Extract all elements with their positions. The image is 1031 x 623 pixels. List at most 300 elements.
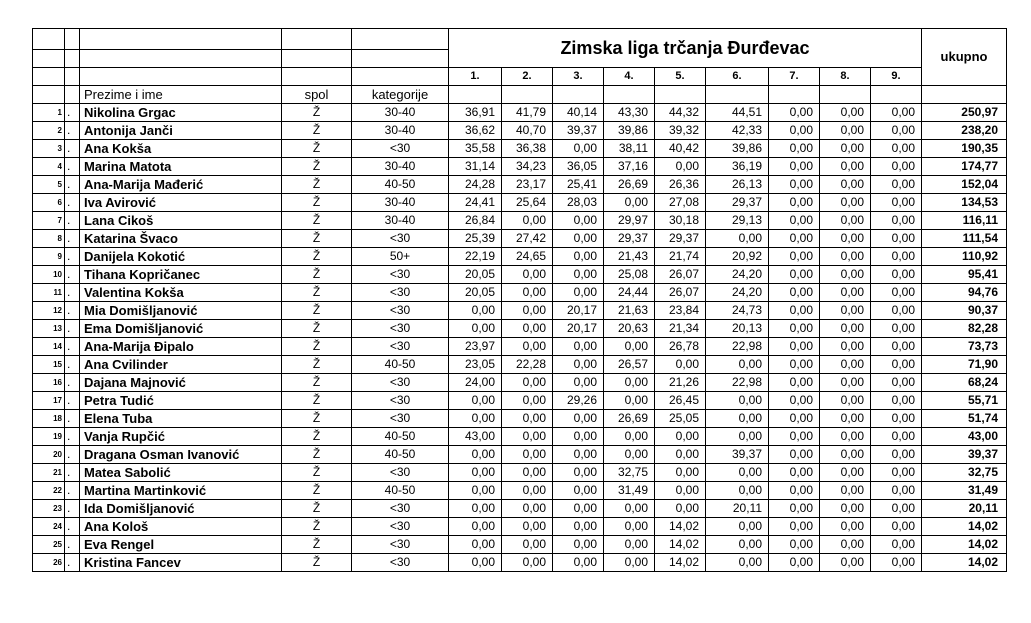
table-row [33, 338, 1007, 356]
round-header: 9. [871, 68, 922, 86]
name-cell: Antonija Janči [80, 122, 282, 140]
score-cell: 0,00 [502, 320, 553, 338]
score-cell: 0,00 [871, 230, 922, 248]
category-cell: <30 [352, 536, 449, 554]
category-cell: 40-50 [352, 356, 449, 374]
score-cell: 0,00 [769, 554, 820, 572]
score-cell: 0,00 [769, 410, 820, 428]
score-cell: 0,00 [553, 464, 604, 482]
score-cell: 39,86 [604, 122, 655, 140]
score-cell: 0,00 [769, 320, 820, 338]
score-cell: 20,13 [706, 320, 769, 338]
score-cell: 0,00 [553, 554, 604, 572]
gender-cell: Ž [282, 266, 352, 284]
score-cell: 0,00 [502, 536, 553, 554]
score-cell: 0,00 [820, 536, 871, 554]
total-header: ukupno [922, 29, 1007, 86]
table-row [33, 320, 1007, 338]
rank-cell: 21 [33, 464, 65, 482]
score-cell: 0,00 [553, 518, 604, 536]
score-cell: 0,00 [502, 446, 553, 464]
score-cell: 0,00 [706, 554, 769, 572]
score-cell: 0,00 [449, 410, 502, 428]
score-cell: 22,28 [502, 356, 553, 374]
name-cell: Elena Tuba [80, 410, 282, 428]
separator-cell: . [65, 374, 80, 392]
category-cell: 30-40 [352, 122, 449, 140]
score-cell: 0,00 [553, 284, 604, 302]
gender-cell: Ž [282, 536, 352, 554]
score-cell: 0,00 [871, 356, 922, 374]
score-cell: 0,00 [820, 500, 871, 518]
table-row [33, 554, 1007, 572]
gender-cell: Ž [282, 248, 352, 266]
score-cell: 26,57 [604, 356, 655, 374]
table-row [33, 536, 1007, 554]
score-cell: 0,00 [553, 338, 604, 356]
separator-cell: . [65, 482, 80, 500]
score-cell: 0,00 [820, 122, 871, 140]
total-cell: 250,97 [922, 104, 1007, 122]
rank-cell: 20 [33, 446, 65, 464]
score-cell: 31,49 [604, 482, 655, 500]
name-cell: Ana Kološ [80, 518, 282, 536]
score-cell: 0,00 [820, 518, 871, 536]
score-cell: 0,00 [871, 518, 922, 536]
score-cell: 0,00 [871, 410, 922, 428]
score-cell: 0,00 [820, 428, 871, 446]
score-cell: 0,00 [604, 446, 655, 464]
score-cell: 26,69 [604, 176, 655, 194]
score-cell: 32,75 [604, 464, 655, 482]
gender-cell: Ž [282, 284, 352, 302]
gender-cell: Ž [282, 554, 352, 572]
score-cell: 29,97 [604, 212, 655, 230]
total-cell: 71,90 [922, 356, 1007, 374]
score-cell: 0,00 [871, 500, 922, 518]
score-cell: 0,00 [502, 554, 553, 572]
score-cell: 0,00 [553, 356, 604, 374]
score-cell: 0,00 [820, 176, 871, 194]
separator-cell: . [65, 428, 80, 446]
total-cell: 152,04 [922, 176, 1007, 194]
score-cell: 0,00 [820, 320, 871, 338]
score-cell: 0,00 [449, 536, 502, 554]
name-cell: Lana Cikoš [80, 212, 282, 230]
separator-cell: . [65, 158, 80, 176]
total-cell: 39,37 [922, 446, 1007, 464]
round-header: 3. [553, 68, 604, 86]
category-cell: <30 [352, 392, 449, 410]
score-cell: 0,00 [769, 500, 820, 518]
category-cell: 40-50 [352, 482, 449, 500]
score-cell: 0,00 [502, 518, 553, 536]
rank-cell: 22 [33, 482, 65, 500]
score-cell: 0,00 [604, 392, 655, 410]
score-cell: 0,00 [655, 500, 706, 518]
score-cell: 26,36 [655, 176, 706, 194]
table-row [33, 284, 1007, 302]
name-cell: Nikolina Grgac [80, 104, 282, 122]
score-cell: 0,00 [769, 446, 820, 464]
score-cell: 0,00 [871, 140, 922, 158]
score-cell: 0,00 [553, 446, 604, 464]
score-cell: 14,02 [655, 554, 706, 572]
score-cell: 24,65 [502, 248, 553, 266]
score-cell: 29,37 [604, 230, 655, 248]
score-cell: 26,78 [655, 338, 706, 356]
score-cell: 0,00 [502, 266, 553, 284]
score-cell: 0,00 [655, 482, 706, 500]
gender-cell: Ž [282, 428, 352, 446]
name-cell: Ema Domišljanović [80, 320, 282, 338]
score-cell: 0,00 [820, 248, 871, 266]
total-cell: 32,75 [922, 464, 1007, 482]
score-cell: 0,00 [871, 284, 922, 302]
round-header: 5. [655, 68, 706, 86]
score-cell: 22,19 [449, 248, 502, 266]
score-cell: 0,00 [604, 536, 655, 554]
score-cell: 29,13 [706, 212, 769, 230]
score-cell: 0,00 [871, 320, 922, 338]
score-cell: 0,00 [706, 356, 769, 374]
score-cell: 0,00 [655, 446, 706, 464]
score-cell: 26,84 [449, 212, 502, 230]
score-cell: 21,63 [604, 302, 655, 320]
total-cell: 238,20 [922, 122, 1007, 140]
total-cell: 82,28 [922, 320, 1007, 338]
score-cell: 0,00 [502, 410, 553, 428]
score-cell: 25,41 [553, 176, 604, 194]
score-cell: 0,00 [769, 266, 820, 284]
rank-cell: 13 [33, 320, 65, 338]
rank-cell: 7 [33, 212, 65, 230]
table-row [33, 302, 1007, 320]
round-header: 4. [604, 68, 655, 86]
separator-cell: . [65, 320, 80, 338]
table-row [33, 104, 1007, 122]
total-cell: 94,76 [922, 284, 1007, 302]
score-cell: 44,32 [655, 104, 706, 122]
score-cell: 0,00 [502, 338, 553, 356]
table-row [33, 518, 1007, 536]
score-cell: 0,00 [871, 212, 922, 230]
total-cell: 14,02 [922, 518, 1007, 536]
score-cell: 0,00 [604, 428, 655, 446]
gender-cell: Ž [282, 374, 352, 392]
score-cell: 0,00 [769, 284, 820, 302]
score-cell: 22,98 [706, 338, 769, 356]
score-cell: 0,00 [502, 500, 553, 518]
table-row [33, 356, 1007, 374]
category-cell: 50+ [352, 248, 449, 266]
score-cell: 0,00 [604, 194, 655, 212]
score-cell: 0,00 [706, 518, 769, 536]
score-cell: 0,00 [871, 158, 922, 176]
category-cell: <30 [352, 374, 449, 392]
score-cell: 25,64 [502, 194, 553, 212]
round-header-row [33, 68, 1007, 86]
score-cell: 0,00 [706, 428, 769, 446]
score-cell: 0,00 [820, 104, 871, 122]
score-cell: 0,00 [449, 500, 502, 518]
gender-cell: Ž [282, 500, 352, 518]
score-cell: 0,00 [706, 482, 769, 500]
score-cell: 0,00 [553, 140, 604, 158]
table-row [33, 428, 1007, 446]
category-cell: <30 [352, 554, 449, 572]
separator-cell: . [65, 518, 80, 536]
score-cell: 20,63 [604, 320, 655, 338]
score-cell: 0,00 [871, 374, 922, 392]
rank-cell: 9 [33, 248, 65, 266]
score-cell: 0,00 [449, 392, 502, 410]
name-cell: Dragana Osman Ivanović [80, 446, 282, 464]
total-cell: 55,71 [922, 392, 1007, 410]
column-header-row [33, 86, 1007, 104]
score-cell: 0,00 [871, 554, 922, 572]
score-cell: 0,00 [820, 338, 871, 356]
score-cell: 0,00 [604, 374, 655, 392]
score-cell: 23,97 [449, 338, 502, 356]
rank-cell: 26 [33, 554, 65, 572]
name-cell: Danijela Kokotić [80, 248, 282, 266]
table-row [33, 392, 1007, 410]
score-cell: 0,00 [820, 140, 871, 158]
score-cell: 0,00 [655, 158, 706, 176]
score-cell: 24,28 [449, 176, 502, 194]
score-cell: 0,00 [871, 266, 922, 284]
name-column-header: Prezime i ime [80, 86, 282, 104]
header-row-top [33, 29, 1007, 50]
name-cell: Dajana Majnović [80, 374, 282, 392]
score-cell: 26,69 [604, 410, 655, 428]
score-cell: 20,11 [706, 500, 769, 518]
score-cell: 0,00 [604, 554, 655, 572]
category-cell: <30 [352, 140, 449, 158]
name-cell: Ana Kokša [80, 140, 282, 158]
separator-cell: . [65, 464, 80, 482]
score-cell: 0,00 [820, 194, 871, 212]
score-cell: 20,05 [449, 284, 502, 302]
score-cell: 0,00 [449, 482, 502, 500]
separator-cell: . [65, 410, 80, 428]
score-cell: 43,30 [604, 104, 655, 122]
name-cell: Ana-Marija Đipalo [80, 338, 282, 356]
score-cell: 21,26 [655, 374, 706, 392]
score-cell: 29,26 [553, 392, 604, 410]
score-cell: 0,00 [502, 464, 553, 482]
separator-cell: . [65, 176, 80, 194]
rank-cell: 10 [33, 266, 65, 284]
score-cell: 0,00 [553, 500, 604, 518]
score-cell: 0,00 [871, 482, 922, 500]
score-cell: 0,00 [553, 428, 604, 446]
score-cell: 24,73 [706, 302, 769, 320]
separator-cell: . [65, 302, 80, 320]
score-cell: 0,00 [871, 104, 922, 122]
score-cell: 21,43 [604, 248, 655, 266]
score-cell: 0,00 [871, 392, 922, 410]
results-table [32, 28, 1007, 572]
score-cell: 0,00 [706, 230, 769, 248]
total-cell: 43,00 [922, 428, 1007, 446]
score-cell: 0,00 [769, 482, 820, 500]
score-cell: 24,00 [449, 374, 502, 392]
score-cell: 0,00 [502, 482, 553, 500]
score-cell: 0,00 [820, 482, 871, 500]
gender-cell: Ž [282, 482, 352, 500]
score-cell: 0,00 [871, 176, 922, 194]
rank-cell: 14 [33, 338, 65, 356]
score-cell: 0,00 [706, 464, 769, 482]
score-cell: 0,00 [553, 536, 604, 554]
table-row [33, 212, 1007, 230]
category-cell: 30-40 [352, 212, 449, 230]
name-cell: Mia Domišljanović [80, 302, 282, 320]
total-cell: 95,41 [922, 266, 1007, 284]
score-cell: 0,00 [871, 194, 922, 212]
score-cell: 43,00 [449, 428, 502, 446]
table-row [33, 266, 1007, 284]
name-cell: Eva Rengel [80, 536, 282, 554]
rank-cell: 12 [33, 302, 65, 320]
rank-cell: 11 [33, 284, 65, 302]
score-cell: 0,00 [769, 230, 820, 248]
score-cell: 0,00 [871, 302, 922, 320]
rank-cell: 5 [33, 176, 65, 194]
gender-cell: Ž [282, 140, 352, 158]
separator-cell: . [65, 266, 80, 284]
score-cell: 40,14 [553, 104, 604, 122]
score-cell: 0,00 [553, 374, 604, 392]
name-cell: Ida Domišljanović [80, 500, 282, 518]
rank-cell: 4 [33, 158, 65, 176]
score-cell: 36,38 [502, 140, 553, 158]
category-cell: <30 [352, 338, 449, 356]
separator-cell: . [65, 356, 80, 374]
gender-cell: Ž [282, 176, 352, 194]
total-cell: 116,11 [922, 212, 1007, 230]
table-row [33, 464, 1007, 482]
round-header: 7. [769, 68, 820, 86]
page-title: Zimska liga trčanja Đurđevac [449, 29, 922, 68]
score-cell: 0,00 [820, 284, 871, 302]
score-cell: 24,44 [604, 284, 655, 302]
score-cell: 25,39 [449, 230, 502, 248]
total-cell: 14,02 [922, 554, 1007, 572]
score-cell: 0,00 [449, 320, 502, 338]
name-cell: Matea Sabolić [80, 464, 282, 482]
gender-cell: Ž [282, 410, 352, 428]
gender-cell: Ž [282, 230, 352, 248]
table-row [33, 410, 1007, 428]
score-cell: 0,00 [604, 338, 655, 356]
name-cell: Martina Martinković [80, 482, 282, 500]
separator-cell: . [65, 536, 80, 554]
score-cell: 40,42 [655, 140, 706, 158]
name-cell: Ana-Marija Mađerić [80, 176, 282, 194]
total-cell: 68,24 [922, 374, 1007, 392]
name-cell: Katarina Švaco [80, 230, 282, 248]
score-cell: 0,00 [820, 302, 871, 320]
category-cell: <30 [352, 266, 449, 284]
score-cell: 0,00 [871, 536, 922, 554]
score-cell: 0,00 [449, 446, 502, 464]
score-cell: 0,00 [769, 122, 820, 140]
category-cell: <30 [352, 230, 449, 248]
gender-column-header: spol [282, 86, 352, 104]
total-cell: 190,35 [922, 140, 1007, 158]
rank-cell: 2 [33, 122, 65, 140]
score-cell: 24,20 [706, 284, 769, 302]
category-cell: <30 [352, 464, 449, 482]
score-cell: 0,00 [553, 266, 604, 284]
total-cell: 134,53 [922, 194, 1007, 212]
score-cell: 0,00 [769, 158, 820, 176]
round-header: 1. [449, 68, 502, 86]
score-cell: 0,00 [769, 536, 820, 554]
score-cell: 0,00 [655, 464, 706, 482]
score-cell: 14,02 [655, 518, 706, 536]
category-cell: <30 [352, 518, 449, 536]
gender-cell: Ž [282, 122, 352, 140]
score-cell: 29,37 [655, 230, 706, 248]
score-cell: 22,98 [706, 374, 769, 392]
score-cell: 27,08 [655, 194, 706, 212]
score-cell: 0,00 [553, 212, 604, 230]
rank-cell: 16 [33, 374, 65, 392]
score-cell: 21,34 [655, 320, 706, 338]
gender-cell: Ž [282, 392, 352, 410]
rank-cell: 25 [33, 536, 65, 554]
gender-cell: Ž [282, 212, 352, 230]
score-cell: 0,00 [769, 302, 820, 320]
category-cell: 30-40 [352, 104, 449, 122]
gender-cell: Ž [282, 194, 352, 212]
category-cell: <30 [352, 302, 449, 320]
score-cell: 0,00 [553, 230, 604, 248]
score-cell: 0,00 [769, 392, 820, 410]
score-cell: 24,20 [706, 266, 769, 284]
score-cell: 0,00 [769, 428, 820, 446]
score-cell: 0,00 [769, 176, 820, 194]
total-cell: 14,02 [922, 536, 1007, 554]
separator-cell: . [65, 230, 80, 248]
score-cell: 0,00 [769, 104, 820, 122]
score-cell: 28,03 [553, 194, 604, 212]
score-cell: 42,33 [706, 122, 769, 140]
rank-cell: 19 [33, 428, 65, 446]
total-cell: 174,77 [922, 158, 1007, 176]
score-cell: 0,00 [820, 392, 871, 410]
score-cell: 25,05 [655, 410, 706, 428]
score-cell: 36,19 [706, 158, 769, 176]
score-cell: 23,17 [502, 176, 553, 194]
score-cell: 0,00 [820, 554, 871, 572]
score-cell: 23,05 [449, 356, 502, 374]
score-cell: 0,00 [769, 464, 820, 482]
category-column-header: kategorije [352, 86, 449, 104]
table-row [33, 482, 1007, 500]
score-cell: 0,00 [553, 410, 604, 428]
score-cell: 39,37 [706, 446, 769, 464]
score-cell: 0,00 [871, 428, 922, 446]
name-cell: Valentina Kokša [80, 284, 282, 302]
score-cell: 20,92 [706, 248, 769, 266]
score-cell: 27,42 [502, 230, 553, 248]
score-cell: 0,00 [706, 536, 769, 554]
